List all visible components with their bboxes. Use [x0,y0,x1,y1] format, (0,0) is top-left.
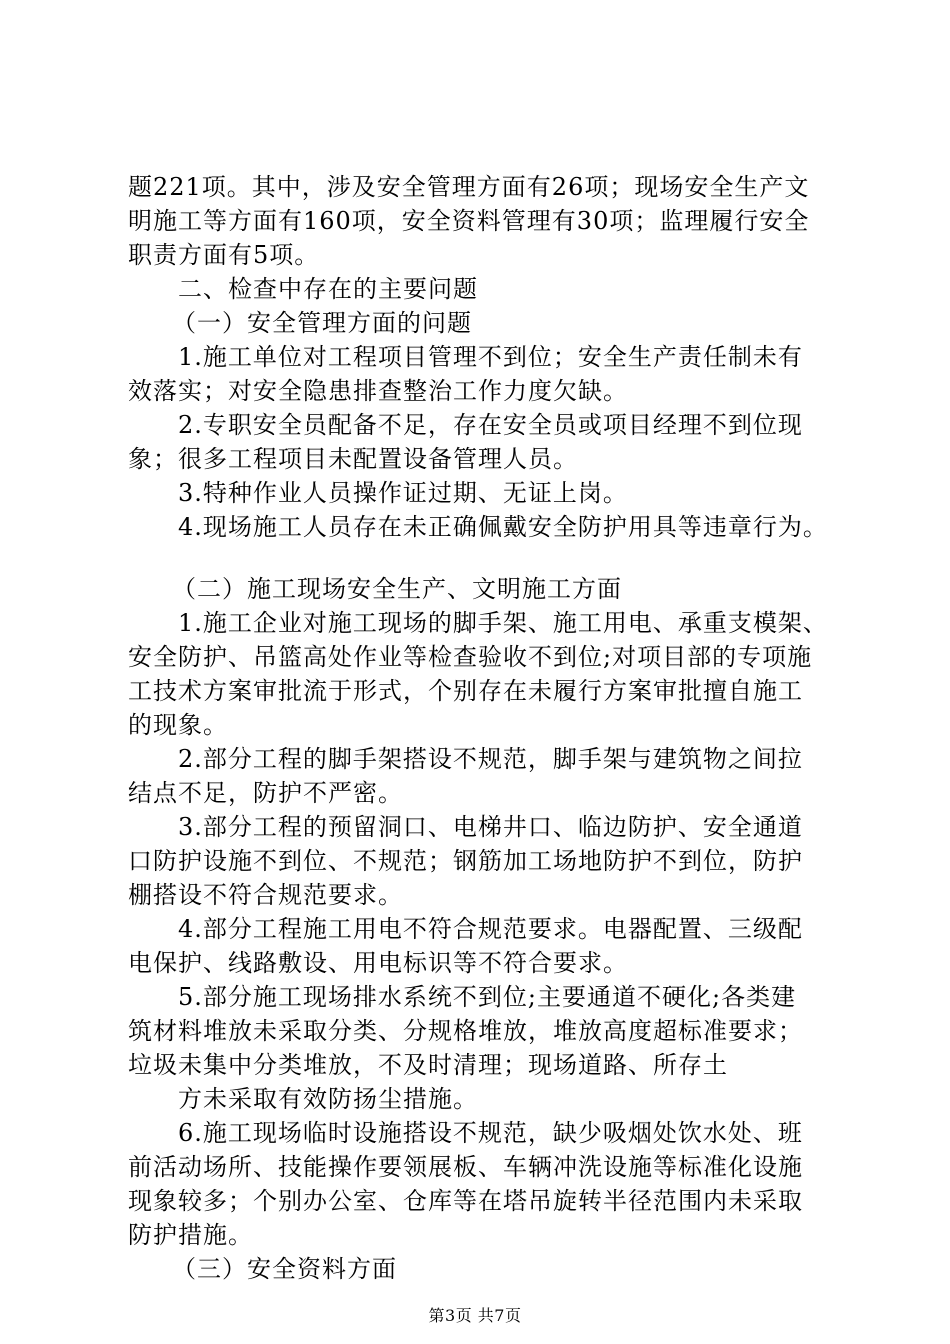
subsection-heading: （一）安全管理方面的问题 [172,309,472,337]
paragraph-line: 防护措施。 [128,1221,253,1249]
paragraph-line: 1.施工企业对施工现场的脚手架、施工用电、承重支模架、 [178,609,828,637]
page-footer: 第3页 共7页 [428,1306,522,1325]
paragraph-line: 方未采取有效防扬尘措施。 [178,1085,478,1113]
paragraph-line: 前活动场所、技能操作要领展板、车辆冲洗设施等标准化设施 [128,1153,803,1181]
paragraph-line: 6.施工现场临时设施搭设不规范，缺少吸烟处饮水处、班 [178,1119,803,1147]
paragraph-line: 1.施工单位对工程项目管理不到位；安全生产责任制未有 [178,343,803,371]
paragraph-line: 电保护、线路敷设、用电标识等不符合要求。 [128,949,628,977]
paragraph-line: 棚搭设不符合规范要求。 [128,881,403,909]
paragraph-line: 垃圾未集中分类堆放，不及时清理；现场道路、所存土 [128,1051,728,1079]
paragraph-line: 的现象。 [128,711,228,739]
paragraph-line: 结点不足，防护不严密。 [128,779,403,807]
paragraph-line: 职责方面有5项。 [128,241,320,269]
paragraph-line: 4.部分工程施工用电不符合规范要求。电器配置、三级配 [178,915,803,943]
section-heading: 二、检查中存在的主要问题 [178,275,478,303]
paragraph-line: 5.部分施工现场排水系统不到位;主要通道不硬化;各类建 [178,983,797,1011]
paragraph-line: 题221项。其中，涉及安全管理方面有26项；现场安全生产文 [128,173,810,201]
paragraph-line: 现象较多；个别办公室、仓库等在塔吊旋转半径范围内未采取 [128,1187,803,1215]
paragraph-line: 安全防护、吊篮高处作业等检查验收不到位;对项目部的专项施 [128,643,813,671]
paragraph-line: 象；很多工程项目未配置设备管理人员。 [128,445,578,473]
paragraph-line: 效落实；对安全隐患排查整治工作力度欠缺。 [128,377,628,405]
paragraph-line: 2.部分工程的脚手架搭设不规范，脚手架与建筑物之间拉 [178,745,803,773]
paragraph-line: 3.特种作业人员操作证过期、无证上岗。 [178,479,628,507]
subsection-heading: （二）施工现场安全生产、文明施工方面 [172,575,622,603]
paragraph-line: 4.现场施工人员存在未正确佩戴安全防护用具等违章行为。 [178,513,828,541]
paragraph-line: 3.部分工程的预留洞口、电梯井口、临边防护、安全通道 [178,813,803,841]
paragraph-line: 明施工等方面有160项，安全资料管理有30项；监理履行安全 [128,207,810,235]
subsection-heading: （三）安全资料方面 [172,1255,397,1283]
paragraph-line: 口防护设施不到位、不规范；钢筋加工场地防护不到位，防护 [128,847,803,875]
paragraph-line: 2.专职安全员配备不足，存在安全员或项目经理不到位现 [178,411,803,439]
paragraph-line: 筑材料堆放未采取分类、分规格堆放，堆放高度超标准要求； [128,1017,803,1045]
paragraph-line: 工技术方案审批流于形式，个别存在未履行方案审批擅自施工 [128,677,803,705]
